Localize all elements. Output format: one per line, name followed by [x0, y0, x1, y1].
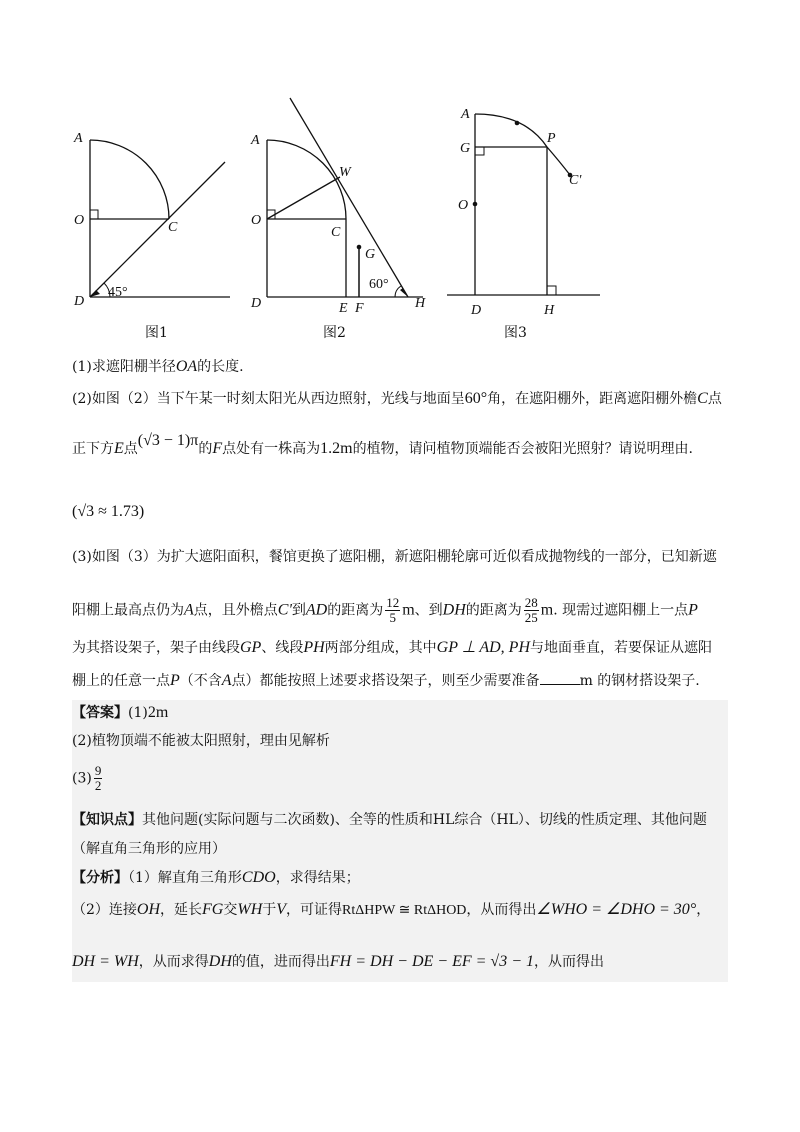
fig3-label-H: H	[544, 303, 555, 318]
fig1-label-C: C	[168, 220, 178, 235]
fig2-line-OW	[267, 177, 340, 219]
fig2-label-A: A	[251, 133, 260, 148]
fig2-label-E: E	[339, 301, 348, 316]
fig2-angle-label: 60°	[369, 277, 389, 292]
fig1-arrow-head	[90, 290, 100, 297]
fig1-quarter-arc	[90, 140, 169, 219]
fig2-point-G	[357, 245, 362, 250]
figure-3	[445, 100, 615, 320]
fig2-label-H: H	[415, 296, 426, 311]
question-3-line-2: 阳棚上最高点仍为A点，且外檐点C'到AD的距离为 $\frac{12}{5}$ m、到DH的距离为 $\frac{28}{25}$ m. 现需过遮阳棚上一点P	[72, 595, 698, 625]
analysis-line-2: （2）连接OH，延长FG交WH于V，可证得RtΔHPW ≅ RtΔHOD，从而得出∠WHO = ∠DHO = 30°，	[72, 901, 711, 918]
analysis-line-3: DH = WH，从而求得DH的值，进而得出FH = DH − DE − EF = √3 − 1，从而得出	[72, 953, 604, 970]
fig2-sun-ray	[290, 98, 408, 297]
fig3-right-angle-H	[547, 286, 556, 295]
fig2-angle-arc	[395, 286, 401, 297]
figure-1	[60, 120, 250, 320]
answer-blank	[540, 670, 580, 685]
question-2-hint: (√3 ≈ 1.73)	[72, 503, 145, 520]
fig2-label-O: O	[251, 213, 262, 228]
fig1-angle-label: 45°	[108, 285, 128, 300]
question-2-line-1: (2)如图（2）当下午某一时刻太阳光从西边照射，光线与地面呈60°角，在遮阳棚外，距离遮阳棚外檐C点	[72, 390, 722, 407]
fig3-label-A: A	[461, 107, 470, 122]
fig3-label-G: G	[460, 141, 471, 156]
fig3-label-C: C'	[569, 173, 582, 188]
question-3-line-3: 为其搭设架子，架子由线段GP、线段PH两部分组成，其中GP ⊥ AD, PH与地面垂直，若要保证从遮阳	[72, 639, 712, 656]
fig2-quarter-arc	[267, 140, 346, 219]
fig1-label-O: O	[74, 213, 85, 228]
fig1-sun-ray	[90, 162, 225, 297]
fig2-label-F: F	[355, 301, 364, 316]
fig2-label-G: G	[365, 247, 376, 262]
answer-line-1: 【答案】(1)2m	[72, 704, 169, 721]
figure-2	[245, 90, 445, 320]
knowledge-line-1: 【知识点】其他问题(实际问题与二次函数)、全等的性质和HL综合（HL）、切线的性质定理、其他问题	[72, 812, 707, 828]
question-3-line-1: (3)如图（3）为扩大遮阳面积，餐馆更换了遮阳棚，新遮阳棚轮廓可近似看成抛物线的一部分，已知新遮	[72, 549, 717, 565]
question-3-line-4: 棚上的任意一点P（不含A点）都能按照上述要求搭设架子，则至少需要准备 m 的钢材搭设架子.	[72, 672, 700, 689]
fig1-right-angle-mark	[90, 210, 98, 219]
answer-line-2: (2)植物顶端不能被太阳照射，理由见解析	[72, 733, 330, 749]
fraction-12-5: $\frac{12}{5}$	[386, 595, 400, 625]
fig3-right-angle-G	[475, 147, 484, 155]
fig3-label-P: P	[547, 131, 556, 146]
fig3-parabola	[475, 114, 570, 175]
fig1-caption: 图1	[145, 325, 168, 341]
fig2-label-D: D	[251, 296, 262, 311]
fig3-label-O: O	[458, 198, 469, 213]
fig2-label-W: W	[339, 165, 351, 180]
fig2-label-C: C	[331, 225, 341, 240]
question-1: (1)求遮阳棚半径OA的长度.	[72, 358, 244, 375]
fig3-caption: 图3	[504, 325, 527, 341]
answer-line-3: (3) $\frac{9}{2}$	[72, 763, 102, 793]
fig2-caption: 图2	[323, 325, 346, 341]
fig1-label-D: D	[74, 294, 85, 309]
fraction-9-2: $\frac{9}{2}$	[94, 763, 102, 793]
knowledge-line-2: （解直角三角形的应用）	[72, 841, 226, 857]
question-2-line-2: 正下方E点(√3 − 1)π的F点处有一株高为1.2m的植物，请问植物顶端能否会被阳光照射？请说明理由.	[72, 432, 694, 457]
fig3-label-D: D	[471, 303, 482, 318]
fig3-point-mid	[515, 121, 520, 126]
analysis-line-1: 【分析】（1）解直角三角形CDO，求得结果；	[72, 869, 360, 886]
fraction-28-25: $\frac{28}{25}$	[524, 595, 538, 625]
fig1-label-A: A	[74, 131, 83, 146]
